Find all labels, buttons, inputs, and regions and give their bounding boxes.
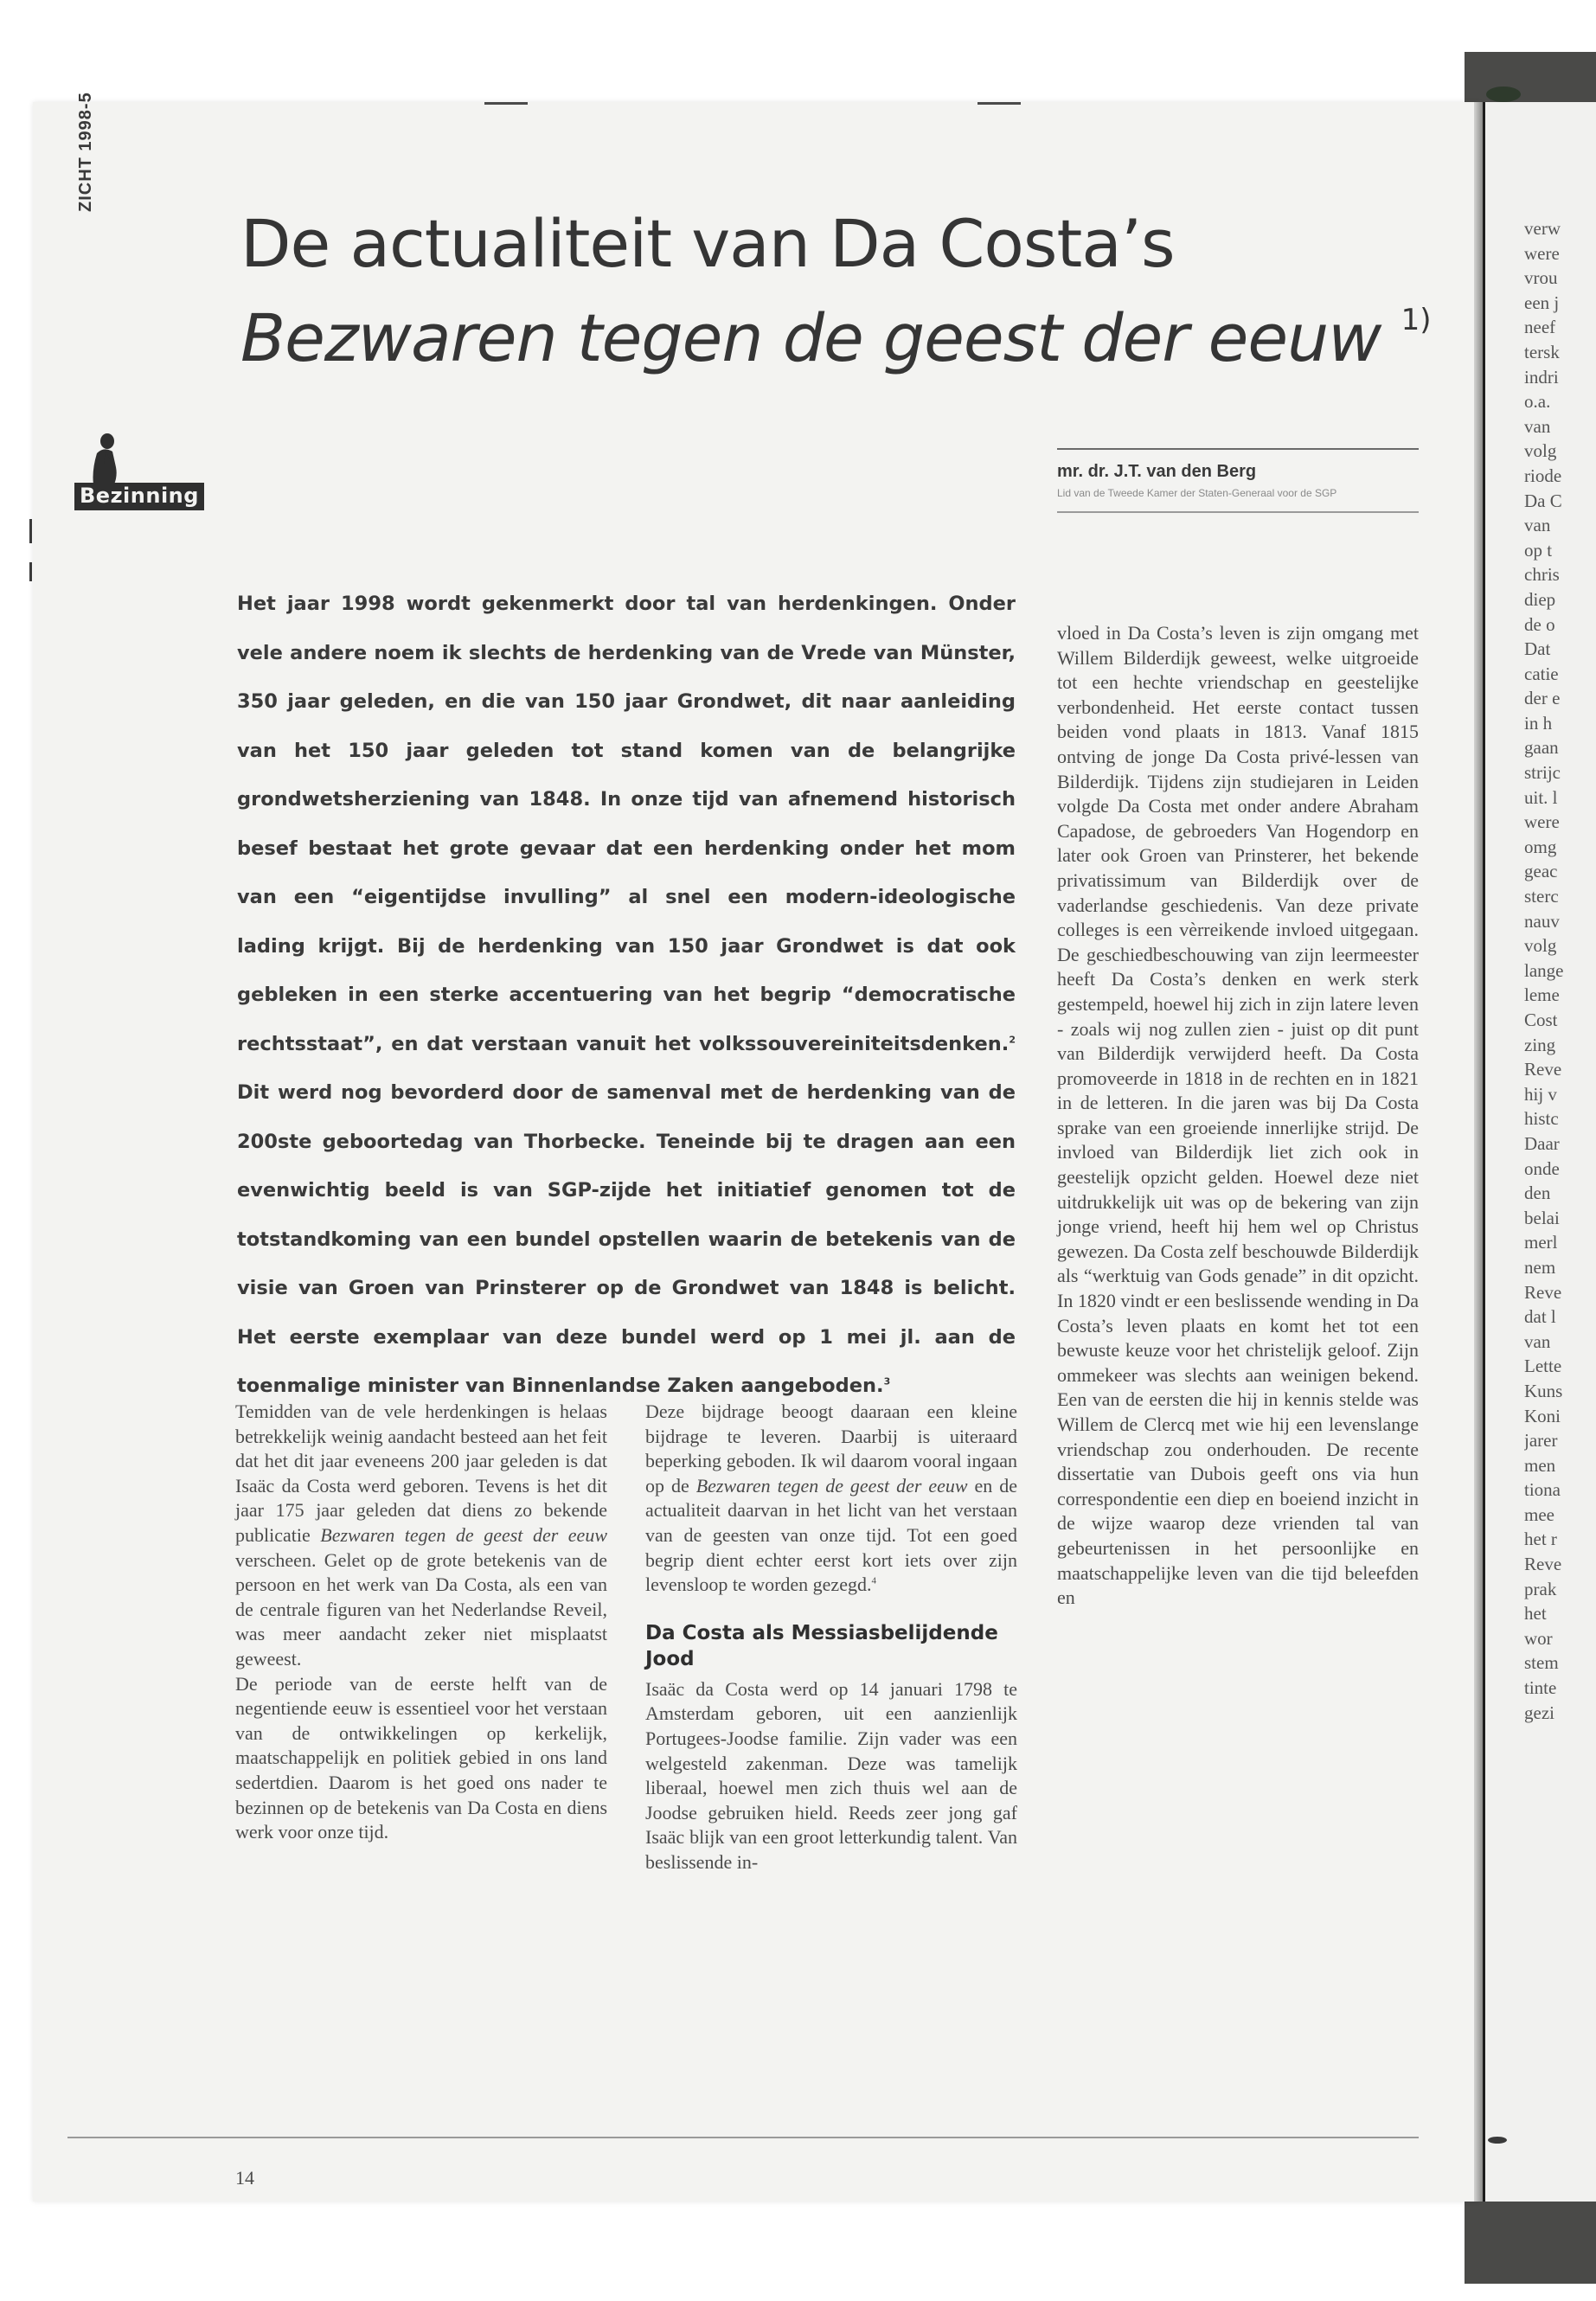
section-heading: Da Costa als Messiasbelijdende Jood bbox=[645, 1621, 998, 1670]
intro-text-part2: Dit werd nog bevorderd door de samenval met de herdenking van de 200ste geboortedag van Thorbecke. Teneinde bij te dragen aan een evenwichtig beeld is van SGP-zijde het initiatief genomen tot de totstandkoming van een bundel opstellen waarin de betekenis van de visie van Groen van Prinsterer op de Grondwet van 1848 is belicht. Het eerste exemplaar van deze bundel werd op 1 mei jl. aan de toenmalige minister van Binnenlandse Zaken aangeboden. bbox=[237, 1081, 1016, 1397]
facing-page-fragment: Reve bbox=[1524, 1554, 1562, 1575]
facing-page-fragment: Reve bbox=[1524, 1059, 1562, 1080]
scan-mark bbox=[484, 102, 528, 105]
scan-mark bbox=[977, 102, 1021, 105]
facing-page-fragment: omg bbox=[1524, 836, 1557, 857]
facing-page-fragment: vrou bbox=[1524, 267, 1558, 289]
facing-page-fragment: riode bbox=[1524, 465, 1562, 486]
facing-page-fragment: gezi bbox=[1524, 1702, 1554, 1723]
section-label: Bezinning bbox=[74, 483, 204, 510]
facing-page-fragment: dat l bbox=[1524, 1306, 1556, 1328]
facing-page-fragment: der e bbox=[1524, 688, 1561, 709]
body-text: verscheen. Gelet op de grote betekenis van de persoon en het werk van Da Costa, als een van de centrale figuren van het Nederlandse Reveil, was meer aandacht zeker niet misplaatst geweest. bbox=[235, 1548, 607, 1670]
facing-page-fragment: catie bbox=[1524, 663, 1559, 684]
ink-smudge bbox=[1488, 2137, 1507, 2144]
title-line-2: Bezwaren tegen de geest der eeuw bbox=[240, 299, 1381, 376]
footnote-ref: 3 bbox=[883, 1375, 891, 1388]
facing-page-fragment: strijc bbox=[1524, 762, 1561, 784]
facing-page-fragment: hij v bbox=[1524, 1083, 1557, 1105]
facing-page-fragment: lange bbox=[1524, 959, 1564, 981]
facing-page-fragment: stem bbox=[1524, 1652, 1559, 1674]
ink-smudge bbox=[1486, 87, 1521, 102]
scan-mark bbox=[29, 519, 32, 543]
facing-page-fragment: neef bbox=[1524, 317, 1556, 338]
body-paragraph: vloed in Da Costa’s leven is zijn omgang met Willem Bilderdijk geweest, welke uitgroeide tot een hechte vriendschap en geestelijke verbondenheid. Het eerste contact tussen beiden vond plaats in 1813. Vanaf 1815 ontving de jonge Da Costa privé-lessen van Bilderdijk. Tijdens zijn studiejaren in Leiden volgde Da Costa met onder andere Abraham Capadose, de gebroeders Van Hogendorp en later ook Groen van Prinsterer, het bekende privatissimum van Bilderdijk over de vaderlandse geschiedenis. Van deze private colleges is een vèrreikende invloed uitgegaan. De geschiedbeschouwing van zijn leermeester heeft Da Costa’s denken en werk sterk gestempeld, hoewel hij zich in zijn latere leven - zoals wij nog zullen zien - juist op dit punt van Bilderdijk verwijderd heeft. Da Costa promoveerde in 1818 in de rechten en in 1821 in de letteren. In die jaren was bij Da Costa sprake van een groeiende innerlijke strijd. De invloed van Bilderdijk liet zich ook in geestelijk opzicht gelden. Hoewel deze niet uitdrukkelijk uit was op de bekering van zijn jonge vriend, heeft hij hem wel op Christus gewezen. Da Costa zelf beschouwde Bilderdijk als “werktuig van Gods genade” in dit opzicht. In 1820 vindt er een beslissende wending in Da Costa’s leven plaats en komt het tot een bewuste keuze voor het christelijk geloof. Zijn ommekeer was slechts aan weinigen bekend. Een van de eersten die hij in kennis stelde was Willem de Clercq met wie hij een levenslange vriendschap zou onderhouden. De recente dissertatie van Dubois geeft ons via hun correspondentie een diep en boeiend inzicht in de wijze waarop deze vrienden tal van gebeurtenissen in het persoonlijke en maatschappelijke leven van die tijd beleefden en bbox=[1057, 622, 1419, 1609]
body-text: Deze bijdrage beoogt daaraan een kleine bijdrage te leveren. Daarbij is uiteraard beperking geboden. Ik wil daarom vooral ingaan op de bbox=[645, 1400, 1017, 1497]
footnote-ref: 2 bbox=[1009, 1034, 1016, 1045]
intro-paragraph bbox=[237, 580, 1016, 1411]
facing-page-fragment: van bbox=[1524, 415, 1551, 437]
facing-page-fragment: Reve bbox=[1524, 1281, 1562, 1303]
facing-page-fragment: wor bbox=[1524, 1627, 1553, 1649]
facing-page-fragment: geac bbox=[1524, 861, 1558, 882]
facing-page-fragment: o.a. bbox=[1524, 391, 1551, 413]
body-paragraph: De periode van de eerste helft van de negentiende eeuw is essentieel voor het verstaan van de ontwikkelingen op kerkelijk, maatschappelijk en politiek gebied in ons land sedertdien. Daarom is het goed ons nader te bezinnen op de betekenis van Da Costa en diens werk voor onze tijd. bbox=[235, 1672, 607, 1843]
facing-page-fragment: chris bbox=[1524, 564, 1560, 586]
magazine-issue-label: ZICHT 1998-5 bbox=[76, 92, 95, 212]
facing-page-fragment: volg bbox=[1524, 440, 1557, 462]
scan-mark bbox=[29, 562, 32, 581]
facing-page-fragment: merl bbox=[1524, 1232, 1558, 1253]
article-title bbox=[240, 206, 1452, 376]
facing-page-fragment: van bbox=[1524, 1330, 1551, 1352]
facing-page-fragment: men bbox=[1524, 1454, 1556, 1476]
book-title: Bezwaren tegen de geest der eeuw bbox=[320, 1523, 607, 1546]
body-text: Temidden van de vele herdenkingen is helaas betrekkelijk weinig aandacht besteed aan het feit dat het dit jaar eveneens 200 jaar geleden is dat Isaäc da Costa werd geboren. Tevens is het dit jaar 175 jaar geleden dat diens zo bekende publicatie bbox=[235, 1400, 607, 1546]
facing-page-fragment: tinte bbox=[1524, 1677, 1557, 1699]
facing-page-fragment: diep bbox=[1524, 588, 1556, 610]
facing-page-text-fragments bbox=[1524, 216, 1596, 1725]
facing-page-fragment: jarer bbox=[1524, 1430, 1558, 1452]
body-paragraph: Isaäc da Costa werd op 14 januari 1798 te Amsterdam geboren, uit een aanzienlijk Portugees-Joodse familie. Zijn vader was een welgesteld zakenman. Deze was tamelijk liberaal, hoewel men zich thuis wel aan de Joodse gebruiken hield. Reeds zeer jong gaf Isaäc blijk van een groot letterkundig talent. Van beslissende in- bbox=[645, 1677, 1017, 1873]
facing-page-fragment: were bbox=[1524, 811, 1560, 833]
author-name: mr. dr. J.T. van den Berg bbox=[1057, 462, 1257, 481]
author-block bbox=[1057, 448, 1419, 513]
facing-page-fragment: mee bbox=[1524, 1503, 1554, 1525]
facing-page-fragment: op t bbox=[1524, 539, 1553, 561]
column-2 bbox=[645, 1400, 1017, 1875]
facing-page-fragment: tersk bbox=[1524, 341, 1560, 362]
facing-page-fragment: Koni bbox=[1524, 1405, 1561, 1426]
facing-page-fragment: de o bbox=[1524, 613, 1555, 635]
footnote-ref: 4 bbox=[871, 1575, 876, 1586]
facing-page-fragment: van bbox=[1524, 515, 1551, 536]
facing-page-fragment: Kuns bbox=[1524, 1380, 1563, 1401]
book-title: Bezwaren tegen de geest der eeuw bbox=[695, 1474, 968, 1497]
facing-page-fragment: uit. l bbox=[1524, 786, 1558, 808]
facing-page-fragment: histc bbox=[1524, 1108, 1559, 1130]
facing-page-fragment: nauv bbox=[1524, 910, 1560, 932]
facing-page-fragment: zing bbox=[1524, 1034, 1556, 1055]
facing-page-fragment: Daar bbox=[1524, 1132, 1560, 1154]
facing-page-fragment: tiona bbox=[1524, 1479, 1561, 1501]
facing-page-fragment: Da C bbox=[1524, 490, 1562, 511]
body-paragraph bbox=[645, 1400, 1017, 1598]
title-line-1: De actualiteit van Da Costa’s bbox=[240, 205, 1175, 282]
thinker-icon bbox=[90, 433, 119, 484]
section-tag bbox=[74, 433, 204, 515]
footer-rule bbox=[67, 2137, 1419, 2138]
facing-page-fragment: leme bbox=[1524, 984, 1560, 1006]
page-number: 14 bbox=[235, 2167, 254, 2189]
facing-page-fragment: were bbox=[1524, 242, 1560, 264]
facing-page-fragment: Dat bbox=[1524, 638, 1551, 660]
facing-page-fragment: den bbox=[1524, 1183, 1551, 1204]
facing-page-fragment: indri bbox=[1524, 366, 1559, 388]
facing-page-fragment: belai bbox=[1524, 1207, 1560, 1228]
facing-page-fragment: in h bbox=[1524, 712, 1553, 734]
body-paragraph bbox=[235, 1400, 607, 1672]
facing-page-fragment: Cost bbox=[1524, 1009, 1558, 1030]
facing-page-fragment: sterc bbox=[1524, 886, 1559, 907]
facing-page-fragment: volg bbox=[1524, 935, 1557, 957]
facing-page-fragment: een j bbox=[1524, 292, 1560, 313]
facing-page-fragment: nem bbox=[1524, 1256, 1556, 1278]
column-3 bbox=[1057, 621, 1419, 1611]
column-1 bbox=[235, 1400, 607, 1845]
facing-page-fragment: het bbox=[1524, 1603, 1547, 1625]
facing-page-fragment: verw bbox=[1524, 218, 1561, 239]
facing-page-fragment: het r bbox=[1524, 1529, 1557, 1550]
facing-page-fragment: onde bbox=[1524, 1157, 1560, 1179]
facing-page-fragment: prak bbox=[1524, 1578, 1557, 1599]
title-footnote: 1) bbox=[1401, 303, 1432, 337]
body-text: en de actualiteit daarvan in het licht van het verstaan van de geesten van onze tijd. Tot een goed begrip dient echter eerst kort iets over zijn levensloop te worden gezegd. bbox=[645, 1474, 1018, 1596]
facing-page-fragment: gaan bbox=[1524, 737, 1559, 759]
facing-page-fragment: Lette bbox=[1524, 1356, 1562, 1377]
author-role: Lid van de Tweede Kamer der Staten-Generaal voor de SGP bbox=[1057, 487, 1337, 499]
intro-text-part1: Het jaar 1998 wordt gekenmerkt door tal van herdenkingen. Onder vele andere noem ik slechts de herdenking van de Vrede van Münster, 350 jaar geleden, en die van 150 jaar Grondwet, dit naar aanleiding van het 150 jaar geleden tot stand komen van de belangrijke grondwetsherziening van 1848. In onze tijd van afnemend historisch besef bestaat het grote gevaar dat een herdenking onder het mom van een “eigentijdse invulling” al snel een modern-ideologische lading krijgt. Bij de herdenking van 150 jaar Grondwet is dat ook gebleken in een sterke accentuering van het begrip “democratische rechtsstaat”, en dat verstaan vanuit het volkssouvereiniteitsdenken. bbox=[237, 593, 1016, 1055]
